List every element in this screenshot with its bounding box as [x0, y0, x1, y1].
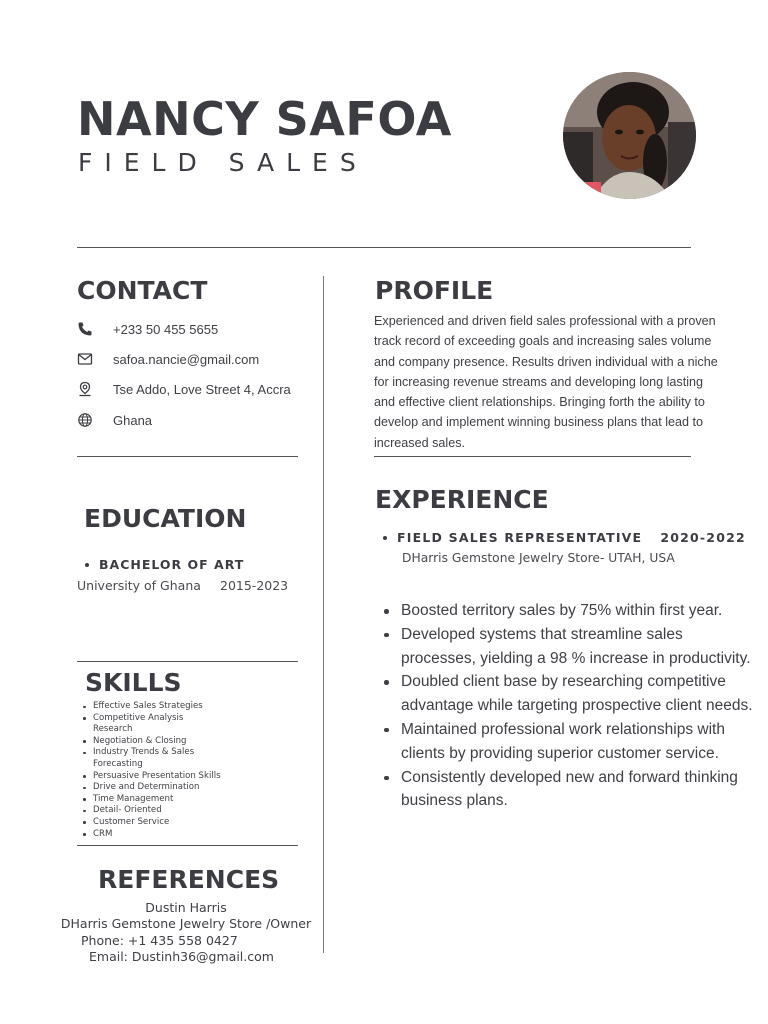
- degree-label: BACHELOR OF ART: [99, 557, 245, 572]
- education-degree: [85, 557, 244, 572]
- contact-country: [77, 410, 152, 430]
- skill-item: Drive and Determination: [83, 782, 223, 794]
- job-company: DHarris Gemstone Jewelry Store- UTAH, USA: [402, 551, 675, 565]
- header-divider: [77, 247, 691, 248]
- skills-divider: [77, 845, 298, 846]
- reference-entry: [55, 900, 317, 965]
- achievement-item: Doubled client base by researching competitive advantage while targeting prospective client needs.: [383, 670, 758, 718]
- contact-divider: [77, 456, 298, 457]
- phone-number: +233 50 455 5655: [113, 321, 219, 337]
- location-pin-icon: [77, 381, 93, 397]
- education-heading: EDUCATION: [84, 504, 247, 533]
- skill-item: Persuasive Presentation Skills: [83, 771, 223, 783]
- reference-company: DHarris Gemstone Jewelry Store /Owner: [60, 916, 312, 932]
- experience-job: [383, 530, 746, 545]
- skill-item: Effective Sales Strategies: [83, 701, 223, 713]
- profile-summary: Experienced and driven field sales professional with a proven track record of exceeding goals and increasing sales volume and company presence. Results driven individual with a niche for increasing revenue streams and developing long lasting and effective client relationships. Bringing forth the ability to develop and implement winning business plans that lead to increased sales.: [374, 314, 718, 450]
- education-years: 2015-2023: [220, 578, 289, 593]
- job-role: FIELD SALES REPRESENTATIVE: [397, 530, 643, 545]
- bullet: [383, 536, 387, 540]
- contact-heading: CONTACT: [77, 276, 208, 305]
- email-address: safoa.nancie@gmail.com: [113, 351, 260, 367]
- phone-icon: [77, 321, 93, 337]
- reference-phone: Phone: +1 435 558 0427: [81, 932, 238, 948]
- achievement-item: Developed systems that streamline sales processes, yielding a 98 % increase in productivity.: [383, 623, 758, 671]
- reference-name: Dustin Harris: [145, 900, 227, 915]
- contact-address: [77, 379, 291, 399]
- profile-photo: [563, 72, 696, 199]
- education-divider: [77, 661, 298, 662]
- candidate-name: NANCY SAFOA: [77, 92, 452, 146]
- globe-icon: [77, 412, 93, 428]
- achievement-item: Maintained professional work relationships with clients by providing superior customer service.: [383, 718, 758, 766]
- profile-divider: [374, 456, 691, 457]
- experience-bullets: [383, 599, 758, 813]
- reference-email: Email: Dustinh36@gmail.com: [89, 948, 274, 964]
- education-school: University of Ghana: [77, 578, 201, 593]
- skill-item: Industry Trends & Sales Forecasting: [83, 747, 223, 770]
- profile-heading: PROFILE: [375, 276, 494, 305]
- skills-heading: SKILLS: [85, 668, 182, 697]
- achievement-item: Consistently developed new and forward thinking business plans.: [383, 766, 758, 814]
- skill-item: Competitive Analysis Research: [83, 713, 223, 736]
- skill-item: Negotiation & Closing: [83, 736, 223, 748]
- skills-list: [83, 701, 223, 840]
- contact-phone: [77, 319, 218, 339]
- skill-item: Customer Service: [83, 817, 223, 829]
- experience-heading: EXPERIENCE: [375, 485, 549, 514]
- references-heading: REFERENCES: [98, 865, 280, 894]
- skill-item: CRM: [83, 829, 223, 841]
- achievement-item: Boosted territory sales by 75% within first year.: [383, 599, 758, 623]
- mail-icon: [77, 351, 93, 367]
- skill-item: Time Management: [83, 794, 223, 806]
- column-divider: [323, 276, 324, 953]
- job-years: 2020-2022: [660, 530, 746, 545]
- contact-email: [77, 349, 259, 369]
- skill-item: Detail- Oriented: [83, 805, 223, 817]
- street-address: Tse Addo, Love Street 4, Accra: [113, 381, 291, 397]
- job-title: FIELD SALES: [78, 148, 368, 177]
- country: Ghana: [113, 412, 153, 428]
- bullet: [85, 563, 89, 567]
